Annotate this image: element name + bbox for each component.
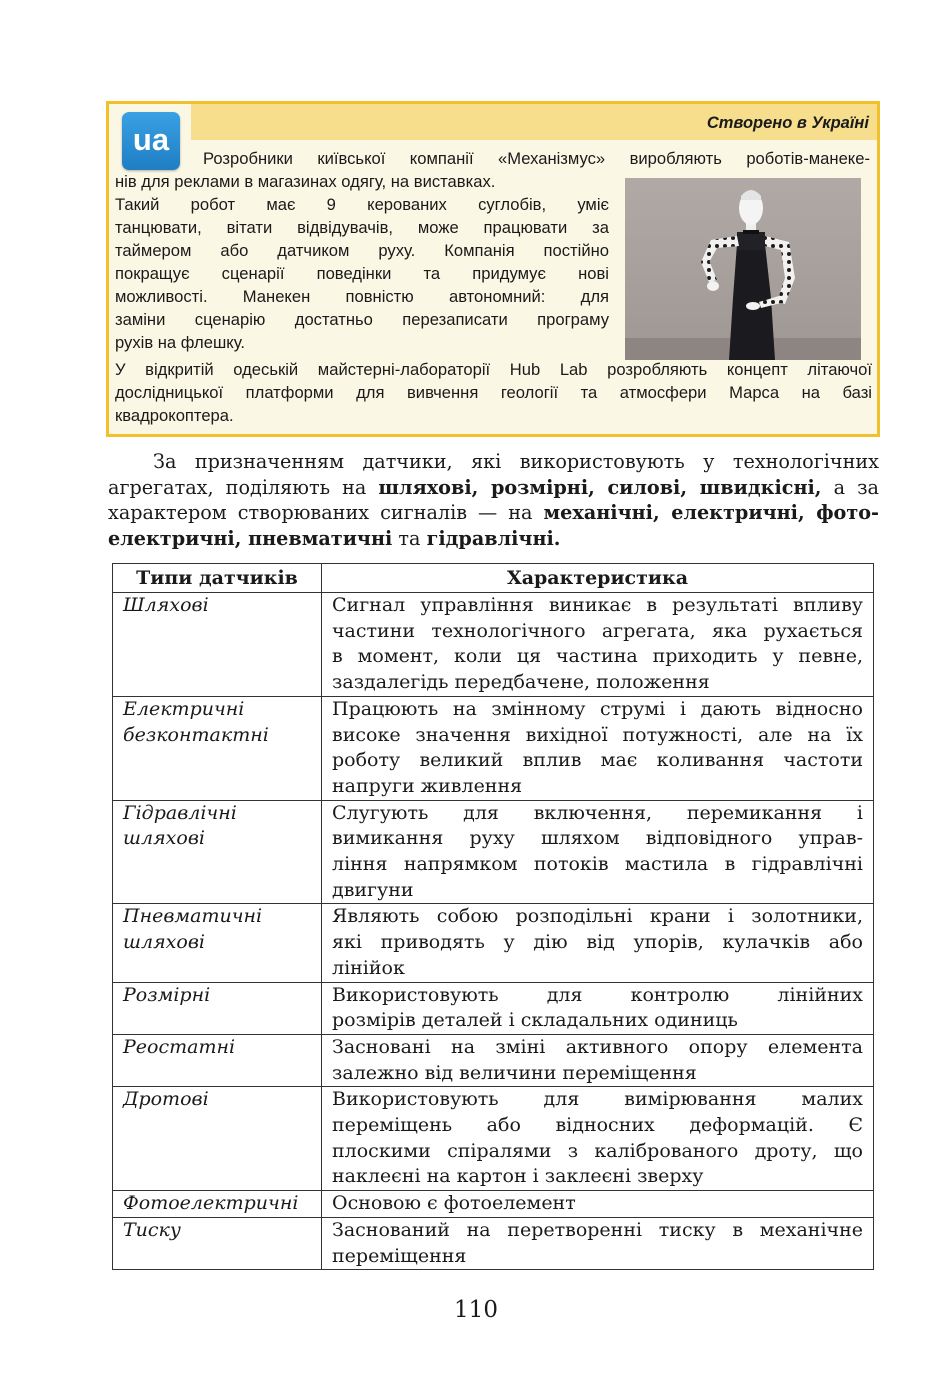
sensor-type-cell: [113, 1217, 322, 1269]
callout-header-bar: [191, 104, 877, 140]
characteristic-line: Засновані на зміні активного опору елемента: [332, 1035, 863, 1058]
sensor-type-line: безконтактні: [123, 723, 269, 746]
paragraph-line: [108, 475, 879, 501]
characteristic-cell: [322, 904, 874, 982]
column-header-characteristic: Характеристика: [322, 564, 874, 593]
sensor-type-cell: [113, 1087, 322, 1191]
table-row: [113, 696, 874, 800]
made-in-ukraine-callout: [106, 101, 880, 437]
characteristic-line: в момент, коли ця частина приходить у певне,: [332, 645, 863, 668]
mannequin-illustration: [625, 178, 861, 360]
sensor-type-line: Тиску: [123, 1218, 181, 1241]
intro-paragraph: [108, 449, 879, 553]
characteristic-line: переміщення: [332, 1244, 467, 1267]
characteristic-cell: [322, 982, 874, 1034]
sensor-type-cell: [113, 904, 322, 982]
callout-text-line: дослідницької платформи для вивчення геології та атмосфери Марса на базі: [115, 383, 872, 402]
sensor-type-cell: [113, 800, 322, 904]
characteristic-cell: [322, 1191, 874, 1218]
paragraph-line: [108, 526, 879, 552]
characteristic-line: роботу великий вплив має коливання частоти: [332, 749, 863, 772]
callout-text-line: У відкритій одеській майстерні-лабораторії Hub Lab розробляють концепт літаючої: [115, 360, 872, 379]
characteristic-line: плоскими спіралями з каліброваного дроту, що: [332, 1139, 863, 1162]
bold-signal-types: електричні, пневматичні: [108, 526, 393, 550]
column-header-type: Типи датчиків: [113, 564, 322, 593]
callout-title: Створено в Україні: [706, 114, 869, 132]
bold-sensor-types: шляхові, розмірні, силові, швидкісні,: [378, 475, 822, 499]
characteristic-line: які приводять у дію від упорів, кулачків або: [332, 931, 863, 954]
ua-badge-icon: ua: [122, 112, 180, 170]
characteristic-line: Основою є фотоелемент: [332, 1192, 576, 1215]
characteristic-line: залежно від величини переміщення: [332, 1061, 697, 1084]
characteristic-line: Працюють на змінному струмі і дають відносно: [332, 697, 863, 720]
characteristic-line: Заснований на перетворенні тиску в механічне: [332, 1218, 863, 1241]
sensor-types-table: [112, 563, 874, 1270]
paragraph-line: За призначенням датчики, які використовують у технологічних: [153, 450, 879, 473]
characteristic-cell: [322, 696, 874, 800]
callout-text-line: покращує сценарії поведінки та придумує нові: [115, 264, 609, 283]
table-row: [113, 904, 874, 982]
table-row: [113, 982, 874, 1034]
text-span: агрегатах, поділяють на: [108, 475, 379, 499]
sensor-type-line: шляхові: [123, 827, 205, 850]
characteristic-line: розмірів деталей і складальних одиниць: [332, 1009, 738, 1032]
sensor-type-line: Розмірні: [123, 983, 211, 1006]
sensor-type-cell: [113, 1191, 322, 1218]
sensor-type-cell: [113, 696, 322, 800]
sensor-type-cell: [113, 982, 322, 1034]
bold-signal-types: гідравлічні.: [426, 526, 561, 550]
bold-signal-types: механічні, електричні, фото-: [543, 501, 879, 524]
callout-text-line: Такий робот має 9 керованих суглобів, уміє: [115, 195, 609, 214]
sensor-type-line: Шляхові: [123, 594, 209, 616]
paragraph-line: [108, 500, 879, 526]
characteristic-line: двигуни: [332, 878, 414, 901]
sensor-type-line: Пневматичні: [123, 905, 263, 928]
table-row: [113, 1217, 874, 1269]
characteristic-line: переміщень або відносних деформацій. Є: [332, 1114, 863, 1137]
characteristic-line: Сигнал управління виникає в результаті впливу: [332, 594, 863, 616]
callout-text-line: заміни сценарію достатньо перезаписати програму: [115, 310, 609, 329]
callout-text-line: танцювати, вітати відвідувачів, може працювати за: [115, 218, 609, 237]
characteristic-line: наклеєні на картон і заклеєні зверху: [332, 1165, 704, 1188]
callout-text-line: Розробники київської компанії «Механізмус» виробляють роботів-манеке-: [203, 149, 870, 168]
table-body: [113, 593, 874, 1270]
callout-text-line: можливості. Манекен повністю автономний: для: [115, 287, 609, 306]
characteristic-line: Являють собою розподільні крани і золотники,: [332, 905, 863, 928]
sensor-type-line: Гідравлічні: [123, 801, 237, 824]
characteristic-cell: [322, 1217, 874, 1269]
sensor-type-line: Електричні: [123, 697, 245, 720]
table-row: [113, 1087, 874, 1191]
text-span: а за: [821, 475, 879, 499]
callout-text-line: квадрокоптера.: [115, 406, 234, 425]
sensor-type-line: шляхові: [123, 931, 205, 954]
characteristic-cell: [322, 1034, 874, 1086]
callout-text-line: таймером або датчиком руху. Компанія постійно: [115, 241, 609, 260]
characteristic-cell: [322, 1087, 874, 1191]
callout-text-line: нів для реклами в магазинах одягу, на виставках.: [115, 172, 496, 191]
table-row: [113, 1034, 874, 1086]
characteristic-line: Слугують для включення, перемикання і: [332, 801, 863, 824]
table-header-row: [113, 564, 874, 593]
sensor-type-cell: [113, 1034, 322, 1086]
callout-text-line: рухів на флешку.: [115, 333, 245, 352]
characteristic-line: вимикання руху шляхом відповідного управ-: [332, 827, 863, 850]
table-row: [113, 593, 874, 697]
characteristic-line: ління напрямком потоків мастила в гідравлічні: [332, 853, 863, 876]
characteristic-cell: [322, 800, 874, 904]
characteristic-line: напруги живлення: [332, 774, 523, 797]
text-span: характером створюваних сигналів — на: [108, 501, 544, 524]
robot-mannequin-photo: [625, 178, 861, 360]
text-span: та: [392, 526, 427, 550]
sensor-type-cell: [113, 593, 322, 697]
sensor-type-line: Фотоелектричні: [123, 1192, 299, 1215]
sensor-type-line: Дротові: [123, 1088, 209, 1111]
characteristic-cell: [322, 593, 874, 697]
table-row: [113, 1191, 874, 1218]
characteristic-line: Використовують для вимірювання малих: [332, 1088, 863, 1111]
table-row: [113, 800, 874, 904]
characteristic-line: Використовують для контролю лінійних: [332, 983, 863, 1006]
characteristic-line: частини технологічного агрегата, яка рухається: [332, 619, 863, 642]
sensor-type-line: Реостатні: [123, 1035, 236, 1058]
page-number: 110: [454, 1297, 498, 1323]
characteristic-line: високе значення вихідної потужності, але на їх: [332, 723, 863, 746]
characteristic-line: заздалегідь передбачене, положення: [332, 671, 710, 694]
characteristic-line: лінійок: [332, 956, 405, 979]
